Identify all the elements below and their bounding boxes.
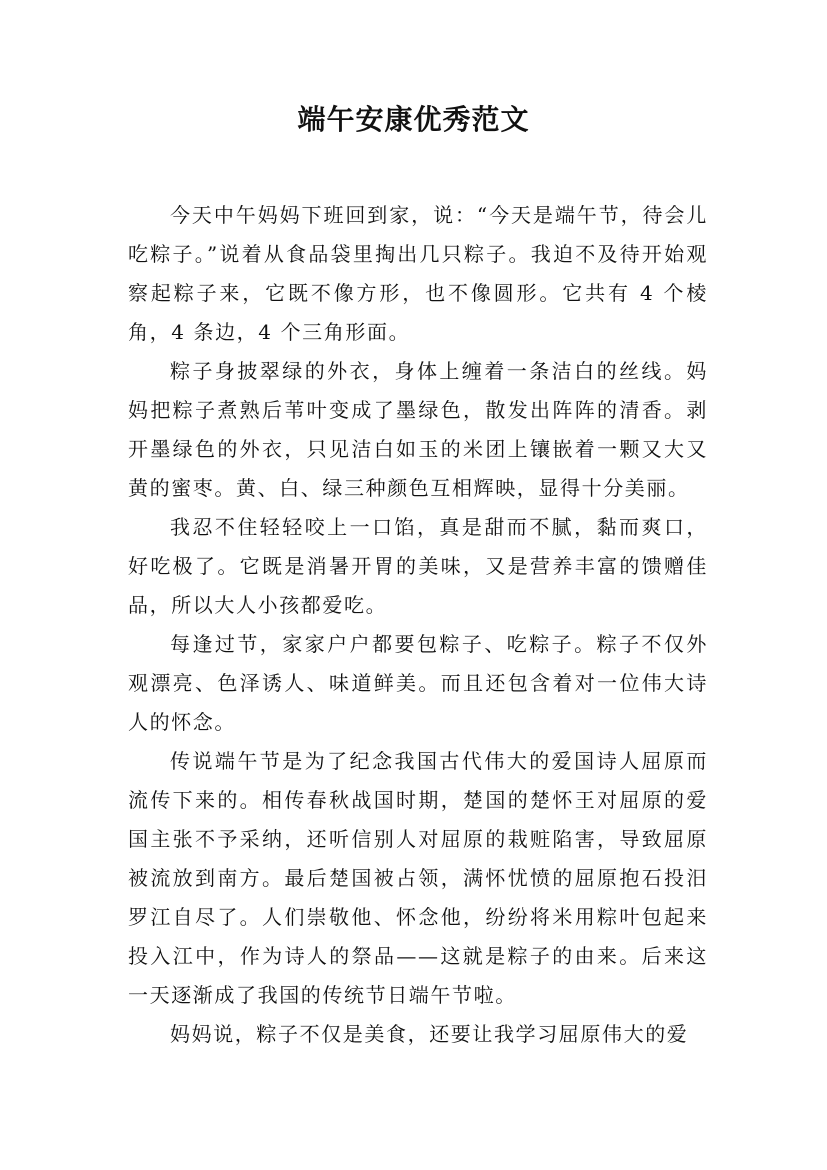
paragraph: 妈妈说，粽子不仅是美食，还要让我学习屈原伟大的爱 <box>170 1022 689 1046</box>
paragraph: 今天中午妈妈下班回到家，说：“今天是端午节，待会儿吃粽子。”说着从食品袋里掏出几只粽子。我迫不及待开始观察起粽子来，它既不像方形，也不像圆形。它共有 4 个棱角，4 条边，4 个三角形面。 <box>128 203 708 344</box>
paragraph: 我忍不住轻轻咬上一口馅，真是甜而不腻，黏而爽口，好吃极了。它既是消暑开胃的美味，又是营养丰富的馈赠佳品，所以大人小孩都爱吃。 <box>128 515 708 617</box>
paragraph: 粽子身披翠绿的外衣，身体上缠着一条洁白的丝线。妈妈把粽子煮熟后苇叶变成了墨绿色，散发出阵阵的清香。剥开墨绿色的外衣，只见洁白如玉的米团上镶嵌着一颗又大又黄的蜜枣。黄、白、绿三种颜色互相辉映，显得十分美丽。 <box>128 359 708 500</box>
document-title: 端午安康优秀范文 <box>297 103 530 136</box>
document-body <box>128 196 708 1054</box>
paragraph: 每逢过节，家家户户都要包粽子、吃粽子。粽子不仅外观漂亮、色泽诱人、味道鲜美。而且还包含着对一位伟大诗人的怀念。 <box>128 632 708 734</box>
paragraph: 传说端午节是为了纪念我国古代伟大的爱国诗人屈原而流传下来的。相传春秋战国时期，楚国的楚怀王对屈原的爱国主张不予采纳，还听信别人对屈原的栽赃陷害，导致屈原被流放到南方。最后楚国被占领，满怀忧愤的屈原抱石投汨罗江自尽了。人们崇敬他、怀念他，纷纷将米用粽叶包起来投入江中，作为诗人的祭品——这就是粽子的由来。后来这一天逐渐成了我国的传统节日端午节啦。 <box>128 749 708 1007</box>
